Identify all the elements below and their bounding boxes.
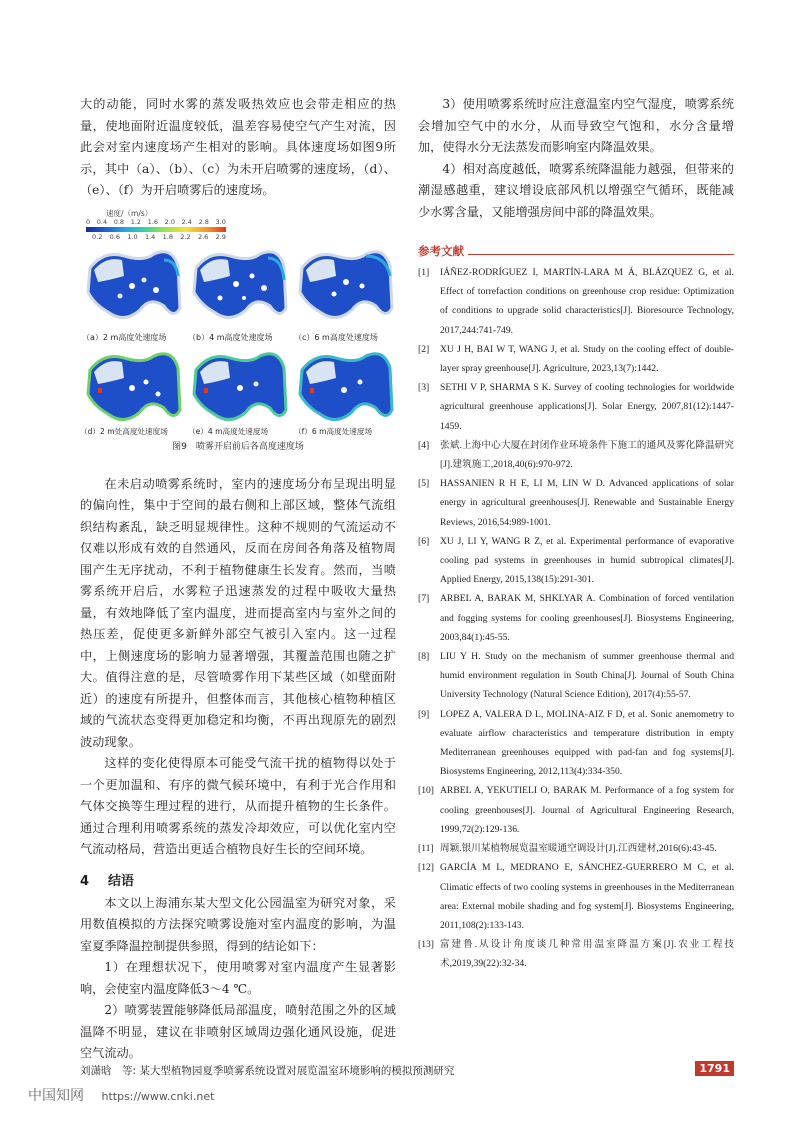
velocity-panel-e xyxy=(190,348,288,432)
velocity-panel-d xyxy=(84,348,182,432)
legend-tick: 1.0 xyxy=(127,232,138,241)
figure-caption: 图9 喷雾开启前后各高度速度场 xyxy=(172,441,304,452)
reference-index: [6] xyxy=(418,535,430,547)
references-title: 参考文献 xyxy=(418,244,464,258)
legend-tick: 0.8 xyxy=(113,217,125,226)
reference-index: [9] xyxy=(418,708,430,720)
running-title: 刘潇晗 等: 某大型植物园夏季喷雾系统设置对展览温室环境影响的模拟预测研究 xyxy=(80,1065,455,1077)
section-heading xyxy=(80,871,396,893)
panel-caption-f: （f）6 m高度处速度场 xyxy=(294,426,373,436)
conclusion-point: 4）相对高度越低，喷雾系统降温能力越强，但带来的潮湿感越重，建议增设底部风机以增强空气循环，既能减少水雾含量，又能增强房间中部的降温效果。 xyxy=(418,161,734,219)
reference-text: XU J H, BAI W T, WANG J, et al. Study on the cooling effect of double-layer spray greenhouse[J]. Agriculture, 2023,13(7):1442. xyxy=(440,343,734,375)
references-heading xyxy=(418,243,734,259)
reference-index: [7] xyxy=(418,593,430,605)
reference-index: [13] xyxy=(418,939,434,951)
reference-item xyxy=(418,378,734,436)
velocity-panel-a xyxy=(84,246,182,330)
reference-text: SETHI V P, SHARMA S K. Survey of cooling technologies for worldwide agricultural greenhouse applications[J]. Solar Energy, 2007,81(12):1447-1459. xyxy=(440,382,734,432)
panel-caption-c: （c）6 m高度处速度场 xyxy=(294,332,378,342)
legend-tick: 2.2 xyxy=(180,232,191,241)
panel-caption-a: （a）2 m高度处速度场 xyxy=(82,332,167,342)
legend-tick: 2.0 xyxy=(164,217,175,226)
reference-text: HASSANIEN R H E, LI M, LIN W D. Advanced applications of solar energy in agricultural greenhouses[J]. Renewable and Sustainable Energy Reviews, 2016,54:989-1001. xyxy=(440,478,734,528)
legend-tick: 3.0 xyxy=(215,217,226,226)
right-column xyxy=(418,94,734,974)
reference-text: GARCÍA M L, MEDRANO E, SÁNCHEZ-GUERRERO M C, et al. Climatic effects of two cooling systems in greenhouses in the Mediterranean area: External mobile shading and fog system[J]. Biosystems Engineering, 2011,108(2):133-143. xyxy=(440,862,734,931)
legend-tick: 1.2 xyxy=(130,217,142,226)
legend-tick: 2.8 xyxy=(198,217,209,226)
reference-item xyxy=(418,858,734,935)
section-number: 4 xyxy=(80,873,90,889)
reference-list xyxy=(418,263,734,974)
intro-paragraph: 大的动能，同时水雾的蒸发吸热效应也会带走相应的热量，使地面附近温度较低，温差容易使空气产生对流，因此会对室内速度场产生相对的影响。具体速度场如图9所示，其中（a）、（b）、（c）为未开启喷雾的速度场，（d）、（e）、（f）为开启喷雾后的速度场。 xyxy=(80,97,396,197)
reference-item xyxy=(418,935,734,973)
reference-index: [4] xyxy=(418,439,430,451)
left-column xyxy=(80,94,396,1065)
reference-item xyxy=(418,436,734,474)
reference-item xyxy=(418,589,734,647)
brand-name: 中国知网 xyxy=(28,1088,84,1104)
reference-index: [10] xyxy=(418,785,434,797)
reference-item xyxy=(418,647,734,705)
conclusion-point: 1）在理想状况下，使用喷雾对室内温度产生显著影响，会使室内温度降低3～4 ℃。 xyxy=(80,960,396,996)
reference-index: [11] xyxy=(418,843,434,855)
reference-text: 周颖.银川某植物展览温室暖通空调设计[J].江西建材,2016(6):43-45. xyxy=(440,843,717,855)
conclusion-point: 2）喷雾装置能够降低局部温度，喷射范围之外的区域温降不明显，建议在非喷射区域周边强化通风设施，促进空气流动。 xyxy=(80,1003,396,1060)
legend-tick: 0.6 xyxy=(109,232,120,241)
legend-tick: 2.9 xyxy=(215,232,226,241)
page-footer xyxy=(80,1063,734,1083)
reference-item xyxy=(418,781,734,839)
legend-tick: 1.6 xyxy=(147,217,159,226)
reference-text: LOPEZ A, VALERA D L, MOLINA-AIZ F D, et al. Sonic anemometry to evaluate airflow characteristics and temperature distribution in empty Mediterranean greenhouses equipped with pad-fan and fog systems[J]. Biosystems Engineering, 2012,113(4):334-350. xyxy=(440,708,734,778)
watermark-banner xyxy=(28,1085,214,1105)
reference-text: ARBEL A, YEKUTIELI O, BARAK M. Performance of a fog system for cooling greenhouses[J]. Journal of Agricultural Engineering Research, 1999,72(2):129-136. xyxy=(440,785,734,835)
reference-index: [3] xyxy=(418,382,430,394)
legend-tick: 0.2 xyxy=(92,232,103,241)
legend-tick: 2.6 xyxy=(197,232,209,241)
velocity-panel-b xyxy=(190,246,288,330)
reference-item xyxy=(418,263,734,340)
reference-index: [8] xyxy=(418,651,430,663)
heading-rule xyxy=(468,254,734,255)
panel-caption-b: （b）4 m高度处速度场 xyxy=(188,332,273,342)
reference-item xyxy=(418,340,734,378)
legend-tick: 1.8 xyxy=(162,232,173,241)
legend-title: 速度/（m/s） xyxy=(106,208,153,218)
conclusion-intro: 本文以上海浦东某大型文化公园温室为研究对象，采用数值模拟的方法探究喷雾设施对室内温度的影响，为温室夏季降温控制提供参照，得到的结论如下： xyxy=(80,895,396,953)
reference-item xyxy=(418,705,734,782)
reference-text: XU J, LI Y, WANG R Z, et al. Experimental performance of evaporative cooling pad systems in greenhouses in humid subtropical climates[J]. Applied Energy, 2015,138(15):291-301. xyxy=(440,535,734,586)
reference-text: ARBEL A, BARAK M, SHKLYAR A. Combination of forced ventilation and fogging systems for cooling greenhouses[J]. Biosystems Engineering, 2003,84(1):45-55. xyxy=(440,593,734,643)
legend-tick: 1.4 xyxy=(144,232,156,241)
page-number: 1791 xyxy=(695,1061,734,1076)
body-paragraph: 这样的变化使得原本可能受气流干扰的植物得以处于一个更加温和、有序的微气候环境中，有利于光合作用和气体交换等生理过程的进行，从而提升植物的生长条件。通过合理利用喷雾系统的蒸发冷却效应，可以优化室内空气流动格局，营造出更适合植物良好生长的空间环境。 xyxy=(80,756,396,856)
velocity-panel-c xyxy=(296,246,394,330)
reference-index: [2] xyxy=(418,343,430,355)
conclusion-point: 3）使用喷雾系统时应注意温室内空气湿度，喷雾系统会增加空气中的水分，从而导致空气饱和，水分含量增加，使得水分无法蒸发而影响室内降温效果。 xyxy=(418,97,734,154)
legend-ticks-bottom xyxy=(92,233,226,241)
velocity-legend xyxy=(86,208,226,240)
reference-text: IÁÑEZ-RODRÍGUEZ I, MARTÍN-LARA M Á, BLÁZQUEZ G, et al. Effect of torrefaction conditions on greenhouse crop residue: Optimization of conditions to upgrade solid characteristics[J]. Bioresource Technology, 2017,244:741-749. xyxy=(440,267,734,336)
reference-index: [12] xyxy=(418,862,434,874)
reference-text: 张斌.上海中心大厦在封闭作业环境条件下施工的通风及雾化降温研究[J].建筑施工,2018,40(6):970-972. xyxy=(440,439,734,471)
section-title: 结语 xyxy=(108,873,135,889)
reference-item xyxy=(418,839,734,858)
reference-text: 富建鲁.从设计角度谈几种常用温室降温方案[J].农业工程技术,2019,39(22):32-34. xyxy=(440,939,734,970)
panel-caption-d: （d）2 m处高度处速度场 xyxy=(80,426,168,436)
reference-index: [1] xyxy=(418,267,430,278)
body-paragraph: 在未启动喷雾系统时，室内的速度场分布呈现出明显的偏向性，集中于空间的最右侧和上部区域，整体气流组织结构紊乱，缺乏明显规律性。这种不规则的气流运动不仅难以形成有效的自然通风，反而在房间各角落及植物周围产生无序扰动，不利于植物健康生长发育。然而，当喷雾系统开启后，水雾粒子迅速蒸发的过程中吸收大量热量，有效地降低了室内温度，进而提高室内与室外之间的热压差，促使更多新鲜外部空气被引入室内。这一过程中，上侧速度场的影响力显著增强，其覆盖范围也随之扩大。值得注意的是，尽管喷雾作用下某些区域（如壁面附近）的速度有所提升，但整体而言，其他核心植物种植区域的气流状态变得更加稳定和均衡，不再出现原先的剧烈波动现象。 xyxy=(80,476,396,749)
legend-ticks-top xyxy=(86,218,226,226)
reference-item xyxy=(418,474,734,532)
velocity-panel-f xyxy=(296,348,394,432)
legend-color-bar xyxy=(86,227,226,232)
brand-url[interactable]: https://www.cnki.net xyxy=(101,1090,215,1103)
legend-tick: 2.4 xyxy=(181,217,192,226)
legend-tick: 0 xyxy=(86,217,91,226)
panel-caption-e: （e）4 m高度处速度场 xyxy=(188,426,269,436)
legend-tick: 0.4 xyxy=(96,217,108,226)
reference-item xyxy=(418,532,734,590)
reference-text: LIU Y H. Study on the mechanism of summer greenhouse thermal and humid environment regulation in South China[J]. Journal of South China University Technology (Natural Science Edition), 2017(4):55-57. xyxy=(440,651,734,701)
figure-9 xyxy=(80,208,396,452)
reference-index: [5] xyxy=(418,478,430,490)
